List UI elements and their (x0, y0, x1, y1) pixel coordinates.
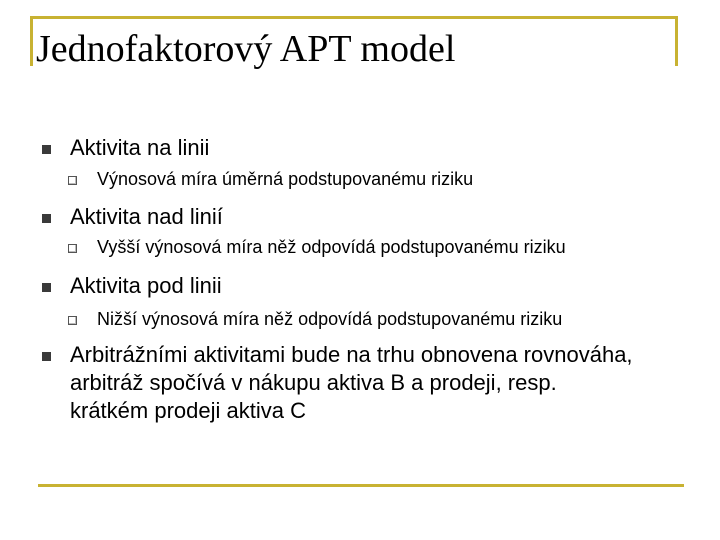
bullet-text-2: Aktivita nad linií (70, 204, 223, 229)
sub-bullet-text-3: Nižší výnosová míra něž odpovídá podstupovanému riziku (97, 309, 563, 329)
bullet-text-1: Aktivita na linii (70, 135, 210, 160)
frame-bottom-line (38, 484, 684, 487)
frame-right-line (675, 16, 678, 66)
bullet-square-icon (42, 352, 51, 361)
sub-bullet-box-icon (68, 244, 77, 253)
slide-title: Jednofaktorový APT model (36, 28, 456, 70)
bullet-text-3: Aktivita pod linii (70, 273, 222, 298)
bullet-square-icon (42, 145, 51, 154)
sub-bullet-text-1: Výnosová míra úměrná podstupovanému riziku (97, 169, 474, 189)
bullet-square-icon (42, 283, 51, 292)
sub-bullet-text-2: Vyšší výnosová míra něž odpovídá podstupovanému riziku (97, 237, 566, 257)
frame-top-line (30, 16, 678, 19)
sub-bullet-box-icon (68, 176, 77, 185)
frame-left-line (30, 16, 33, 66)
bullet-text-4: Arbitrážními aktivitami bude na trhu obnovena rovnováha, arbitráž spočívá v nákupu aktiva B a prodeji, resp. krátkém prodeji aktiva C (70, 342, 633, 423)
sub-bullet-box-icon (68, 316, 77, 325)
bullet-square-icon (42, 214, 51, 223)
